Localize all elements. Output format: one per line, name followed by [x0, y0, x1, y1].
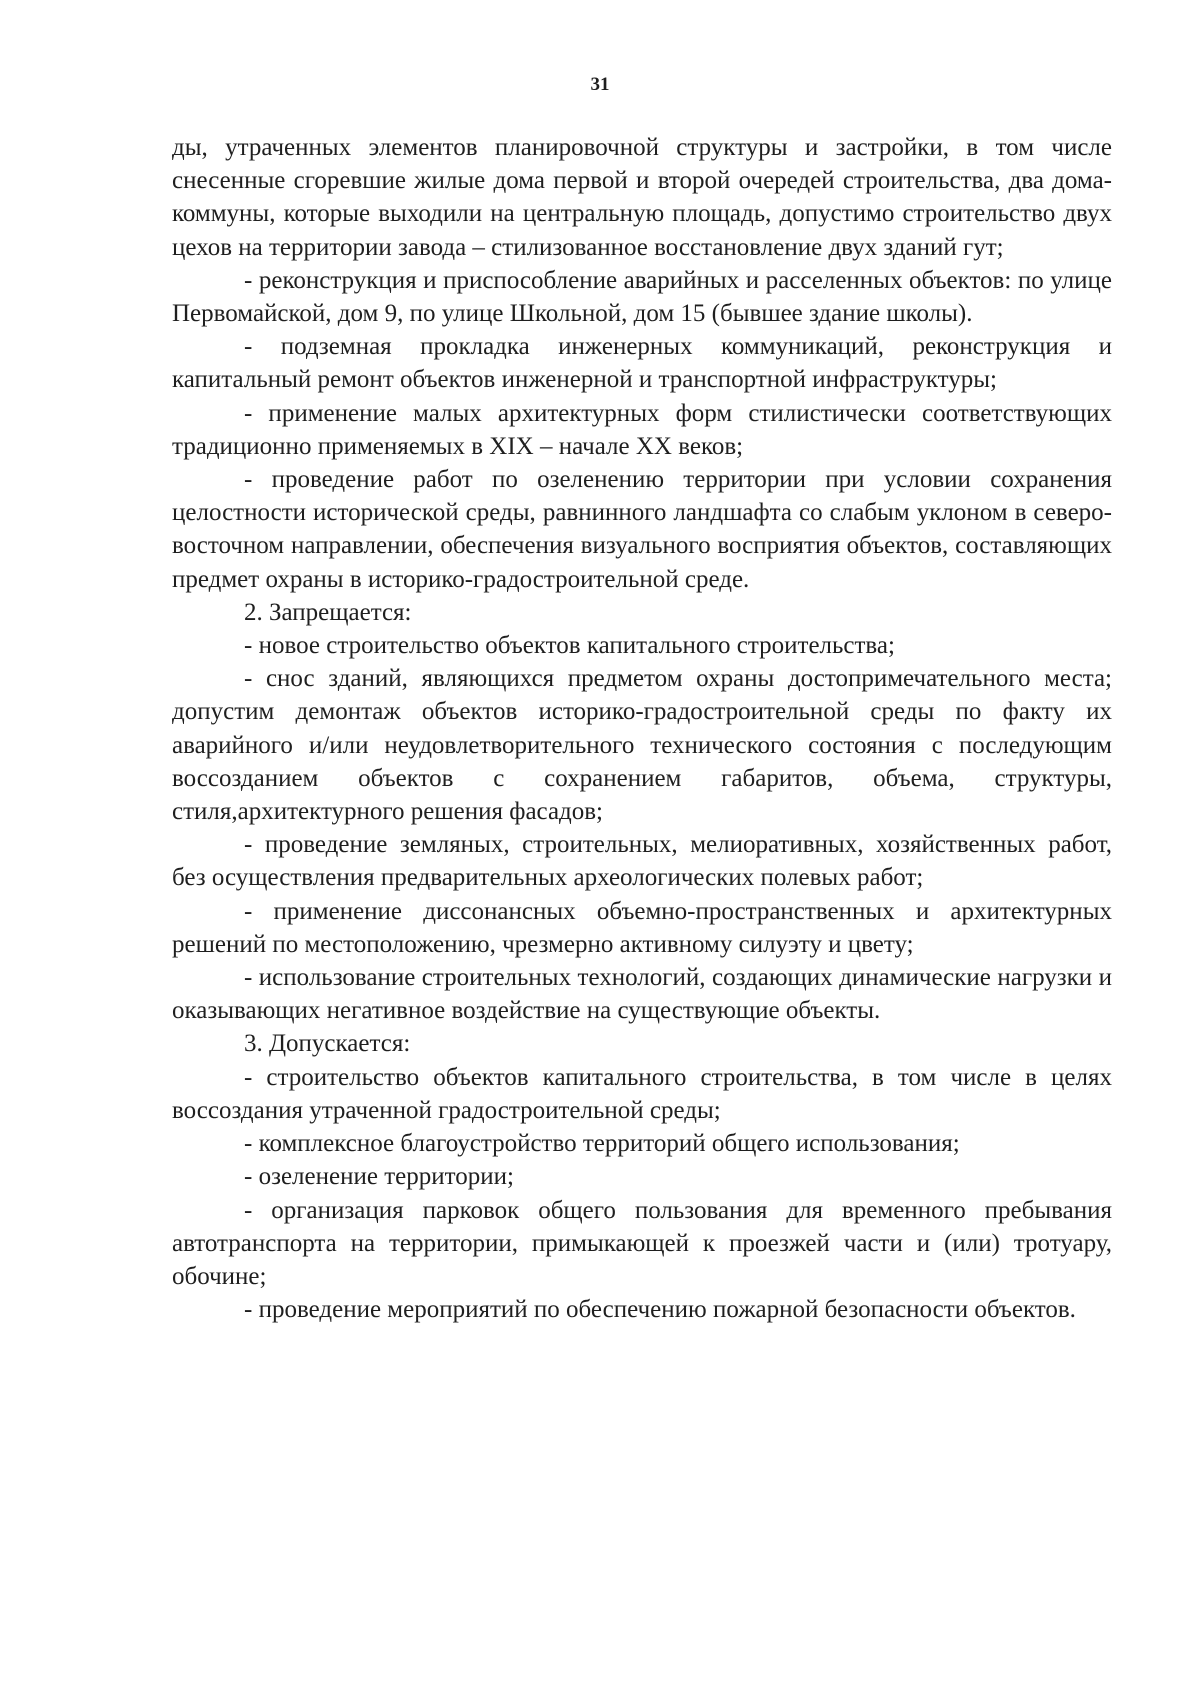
section-heading-prohibited: 2. Запрещается: — [244, 598, 412, 626]
list-item-public-improvement: - комплексное благоустройство территорий общего использования; — [244, 1130, 960, 1158]
list-item-dissonant-solutions: - применение диссонансных объемно-пространственных и архитектурных решений по местоположению, чрезмерно активному силуэту и цвету; — [172, 897, 1112, 958]
list-item-greening: - озеленение территории; — [244, 1163, 514, 1191]
list-item-construction-technologies: - использование строительных технологий, создающих динамические нагрузки и оказывающих негативное воздействие на существующие объекты. — [172, 964, 1112, 1025]
list-item-small-architectural-forms: - применение малых архитектурных форм стилистически соответствующих традиционно применяемых в XIX – начале XX веков; — [172, 399, 1112, 460]
document-body — [172, 131, 1112, 1326]
list-item-underground-utilities: - подземная прокладка инженерных коммуникаций, реконструкция и капитальный ремонт объектов инженерной и транспортной инфраструктуры; — [172, 333, 1112, 394]
page-number: 31 — [590, 74, 610, 95]
list-item-reconstruction: - реконструкция и приспособление аварийных и расселенных объектов: по улице Первомайской, дом 9, по улице Школьной, дом 15 (бывшее здание школы). — [172, 266, 1112, 328]
list-item-parking: - организация парковок общего пользования для временного пребывания автотранспорта на территории, примыкающей к проезжей части и (или) тротуару, обочине; — [172, 1196, 1112, 1290]
paragraph-continuation: ды, утраченных элементов планировочной структуры и застройки, в том числе снесенные сгоревшие жилые дома первой и второй очередей строительства, два дома-коммуны, которые выходили на центральную площадь, допустимо строительство двух цехов на территории завода – стилизованное восстановление двух зданий гут; — [172, 134, 1112, 261]
list-item-new-construction: - новое строительство объектов капитального строительства; — [244, 632, 895, 660]
list-item-capital-construction: - строительство объектов капитального строительства, в том числе в целях воссоздания утраченной градостроительной среды; — [172, 1063, 1112, 1124]
list-item-landscaping-works: - проведение работ по озеленению территории при условии сохранения целостности исторической среды, равнинного ландшафта со слабым уклоном в северо-восточном направлении, обеспечения визуального восприятия объектов, составляющих предмет охраны в историко-градостроительной среде. — [172, 466, 1112, 593]
list-item-demolition: - снос зданий, являющихся предметом охраны достопримечательного места; допустим демонтаж объектов историко-градостроительной среды по факту их аварийного и/или неудовлетворительного технического состояния с последующим воссозданием объектов с сохранением габаритов, объема, структуры, стиля,архитектурного решения фасадов; — [172, 665, 1112, 826]
list-item-earthworks: - проведение земляных, строительных, мелиоративных, хозяйственных работ, без осуществления предварительных археологических полевых работ; — [172, 831, 1112, 892]
list-item-fire-safety: - проведение мероприятий по обеспечению пожарной безопасности объектов. — [244, 1296, 1076, 1324]
section-heading-permitted: 3. Допускается: — [244, 1030, 411, 1058]
